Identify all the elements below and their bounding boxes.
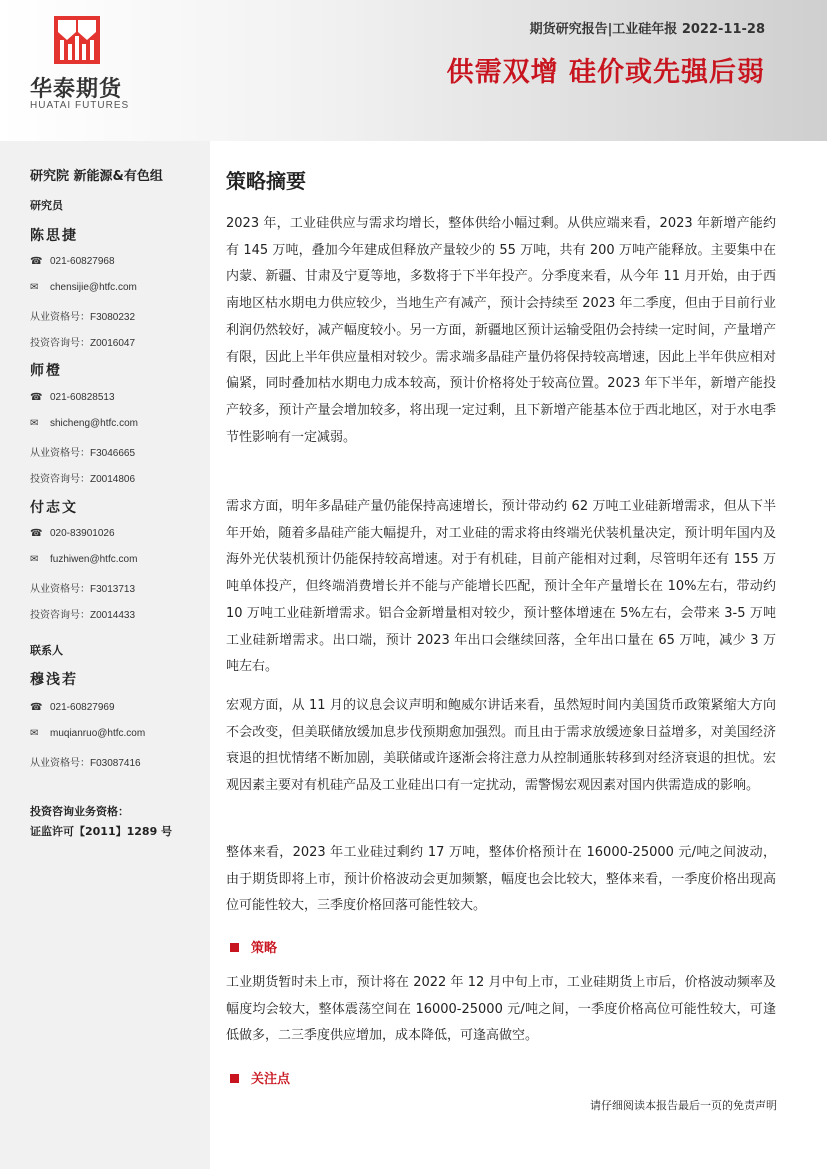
section-title: 策略摘要 [226, 169, 306, 193]
analyst-email[interactable]: ✉ chensijie@htfc.com [30, 282, 137, 293]
mail-icon: ✉ [30, 418, 39, 429]
focus-heading: 关注点 [230, 1068, 290, 1087]
logo-icon [54, 16, 100, 64]
bullet-square-icon [230, 1074, 239, 1083]
phone-icon: ☎ [30, 256, 43, 267]
analyst-qualification: 从业资格号：F3013713 [30, 584, 136, 595]
research-group: 研究院 新能源&有色组 [30, 169, 163, 184]
analyst-name: 陈思捷 [30, 228, 78, 244]
mail-icon: ✉ [30, 282, 39, 293]
phone-icon: ☎ [30, 702, 43, 713]
report-header [0, 0, 827, 141]
analyst-phone: ☎ 021-60827968 [30, 256, 115, 267]
analyst-name: 师橙 [30, 363, 62, 379]
paragraph-macro: 宏观方面，从 11 月的议息会议声明和鲍威尔讲话来看，虽然短时间内美国货币政策紧缩大方向不会改变，但美联储放缓加息步伐预期愈加强烈。而且由于需求放缓迹象日益增多，对美国经济衰退的担忧情绪不断加剧，美联储或许逐渐会将注意力从控制通胀转移到对经济衰退的担忧。宏观因素主要对有机硅产品及工业硅出口有一定扰动，需警惕宏观因素对国内供需造成的影响。 [226, 698, 776, 794]
paragraph-strategy: 工业期货暂时未上市，预计将在 2022 年 12 月中旬上市，工业硅期货上市后，价格波动频率及幅度均会较大，整体震荡空间在 16000-25000 元/吨之间，一季度价格高位可能性较大，可逢低做多，二三季度供应增加，成本降低，可逢高做空。 [226, 975, 776, 1044]
report-title: 供需双增 硅价或先强后弱 [446, 57, 765, 88]
contact-name: 穆浅若 [30, 672, 78, 688]
logo-english: HUATAI FUTURES [30, 100, 130, 111]
analyst-sidebar [0, 141, 210, 1169]
analyst-consult-id: 投资咨询号：Z0014433 [30, 610, 136, 621]
contact-email[interactable]: ✉ muqianruo@htfc.com [30, 728, 146, 739]
phone-icon: ☎ [30, 528, 43, 539]
analyst-phone: ☎ 020-83901026 [30, 528, 115, 539]
paragraph-summary: 整体来看，2023 年工业硅过剩约 17 万吨，整体价格预计在 16000-25000 元/吨之间波动，由于期货即将上市，预计价格波动会更加频繁，幅度也会比较大，整体来看，一季度价格出现高位可能性较大，三季度价格回落可能性较大。 [226, 845, 776, 914]
researcher-label: 研究员 [30, 199, 63, 212]
license-line-1: 投资咨询业务资格： [30, 805, 129, 818]
contact-phone: ☎ 021-60827969 [30, 702, 115, 713]
report-tag: 期货研究报告|工业硅年报 2022-11-28 [529, 22, 765, 37]
analyst-phone: ☎ 021-60828513 [30, 392, 115, 403]
company-logo [30, 16, 140, 116]
analyst-qualification: 从业资格号：F3046665 [30, 448, 136, 459]
analyst-name: 付志文 [30, 500, 78, 516]
paragraph-demand: 需求方面，明年多晶硅产量仍能保持高速增长，预计带动约 62 万吨工业硅新增需求，但从下半年开始，随着多晶硅产能大幅提升，对工业硅的需求将由终端光伏装机量决定，预计明年国内及海外光伏装机预计仍能保持较高增速。对于有机硅，目前产能相对过剩，尽管明年还有 155 万吨单体投产，但终端消费增长并不能与产能增长匹配，预计全年产量增长在 10%左右，带动约 10 万吨工业硅新增需求。铝合金新增量相对较少，预计整体增速在 5%左右，会带来 3-5 万吨工业硅新增需求。出口端，预计 2023 年出口会继续回落，全年出口量在 65 万吨，减少 3 万吨左右。 [226, 499, 776, 675]
analyst-email[interactable]: ✉ shicheng@htfc.com [30, 418, 138, 429]
mail-icon: ✉ [30, 728, 39, 739]
analyst-consult-id: 投资咨询号：Z0016047 [30, 338, 136, 349]
analyst-email[interactable]: ✉ fuzhiwen@htfc.com [30, 554, 138, 565]
disclaimer-note: 请仔细阅读本报告最后一页的免责声明 [590, 1099, 777, 1112]
logo-chinese: 华泰期货 [30, 77, 123, 102]
phone-icon: ☎ [30, 392, 43, 403]
paragraph-supply: 2023 年，工业硅供应与需求均增长，整体供给小幅过剩。从供应端来看，2023 年新增产能约有 145 万吨，叠加今年建成但释放产量较少的 55 万吨，共有 200 万吨产能释放。主要集中在内蒙、新疆、甘肃及宁夏等地，多数将于下半年投产。分季度来看，从今年 11 月开始，由于西南地区枯水期电力供应较少，当地生产有减产，预计会持续至 2023 年二季度，但由于目前行业利润仍然较好，减产幅度较小。另一方面，新疆地区预计运输受阻仍会持续一定时间，产量增产有限，因此上半年供应量相对较少。需求端多晶硅产量仍将保持较高增速，因此上半年供应相对偏紧，同时叠加枯水期电力成本较高，预计价格将处于较高位置。2023 年下半年，新增产能投产较多，预计产量会增加较多，将出现一定过剩，且下新增产能基本位于西北地区，对于水电季节性影响有一定减弱。 [226, 216, 776, 445]
license-line-2: 证监许可【2011】1289 号 [30, 825, 173, 838]
mail-icon: ✉ [30, 554, 39, 565]
contact-label: 联系人 [30, 644, 63, 657]
bullet-square-icon [230, 943, 239, 952]
strategy-heading: 策略 [230, 937, 277, 956]
contact-qualification: 从业资格号：F03087416 [30, 758, 141, 769]
analyst-qualification: 从业资格号：F3080232 [30, 312, 136, 323]
analyst-consult-id: 投资咨询号：Z0014806 [30, 474, 136, 485]
